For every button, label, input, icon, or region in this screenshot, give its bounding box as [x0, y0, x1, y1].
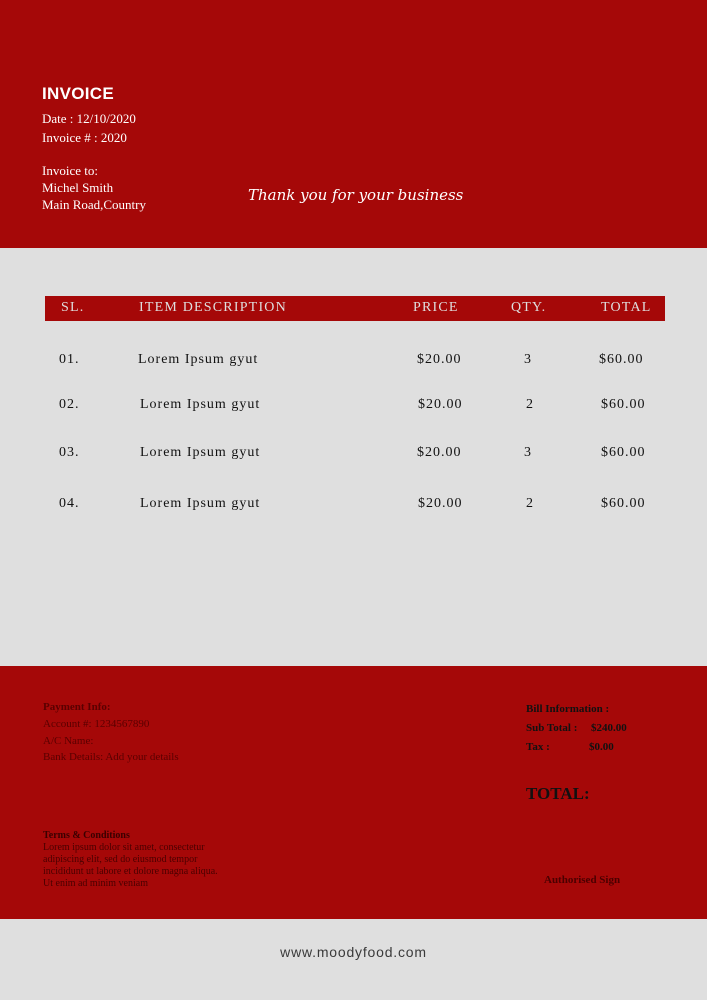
- terms-line: Ut enim ad minim veniam: [43, 878, 148, 889]
- col-header-total: TOTAL: [601, 300, 652, 315]
- terms-line: incididunt ut labore et dolore magna aliqua.: [43, 866, 218, 877]
- table-row: [0, 496, 707, 516]
- invoice-date: Date : 12/10/2020: [42, 111, 136, 126]
- row-sl: 01.: [59, 352, 80, 367]
- subtotal-label: Sub Total :: [526, 722, 578, 734]
- tax-value: $0.00: [589, 741, 614, 753]
- authorised-sign: Authorised Sign: [544, 874, 621, 886]
- tax-label: Tax :: [526, 741, 550, 753]
- row-sl: 04.: [59, 496, 80, 511]
- row-total: $60.00: [601, 496, 646, 511]
- table-header: [45, 296, 665, 321]
- row-price: $20.00: [417, 352, 462, 367]
- invoice-title: INVOICE: [42, 84, 115, 103]
- row-qty: 2: [526, 496, 534, 511]
- client-address: Main Road,Country: [42, 197, 146, 212]
- row-total: $60.00: [601, 397, 646, 412]
- row-total: $60.00: [599, 352, 644, 367]
- thank-you-message: Thank you for your business: [248, 186, 464, 204]
- row-qty: 3: [524, 352, 532, 367]
- row-qty: 3: [524, 445, 532, 460]
- terms-body: [43, 842, 248, 890]
- row-item: Lorem Ipsum gyut: [140, 445, 261, 460]
- row-item: Lorem Ipsum gyut: [138, 352, 259, 367]
- terms-line: adipiscing elit, sed do eiusmod tempor: [43, 854, 198, 865]
- col-header-item: ITEM DESCRIPTION: [139, 300, 287, 315]
- payment-bank-details: Bank Details: Add your details: [43, 751, 179, 763]
- row-total: $60.00: [601, 445, 646, 460]
- grand-total-label: TOTAL:: [526, 784, 590, 803]
- payment-ac-name: A/C Name:: [43, 735, 94, 747]
- terms-title: Terms & Conditions: [43, 830, 130, 841]
- bill-info-title: Bill Information :: [526, 703, 610, 715]
- table-row: [0, 397, 707, 417]
- col-header-qty: QTY.: [511, 300, 547, 315]
- row-price: $20.00: [418, 496, 463, 511]
- row-price: $20.00: [417, 445, 462, 460]
- row-item: Lorem Ipsum gyut: [140, 496, 261, 511]
- invoice-to-label: Invoice to:: [42, 163, 98, 178]
- website-link[interactable]: www.moodyfood.com: [280, 944, 427, 960]
- table-row: [0, 352, 707, 372]
- row-qty: 2: [526, 397, 534, 412]
- subtotal-value: $240.00: [591, 722, 627, 734]
- row-sl: 02.: [59, 397, 80, 412]
- row-price: $20.00: [418, 397, 463, 412]
- table-row: [0, 445, 707, 465]
- col-header-price: PRICE: [413, 300, 459, 315]
- payment-account: Account #: 1234567890: [43, 718, 150, 730]
- col-header-sl: SL.: [61, 300, 85, 315]
- terms-line: Lorem ipsum dolor sit amet, consectetur: [43, 842, 205, 853]
- invoice-number: Invoice # : 2020: [42, 130, 127, 145]
- row-item: Lorem Ipsum gyut: [140, 397, 261, 412]
- payment-info-title: Payment Info:: [43, 701, 111, 713]
- client-name: Michel Smith: [42, 180, 114, 195]
- row-sl: 03.: [59, 445, 80, 460]
